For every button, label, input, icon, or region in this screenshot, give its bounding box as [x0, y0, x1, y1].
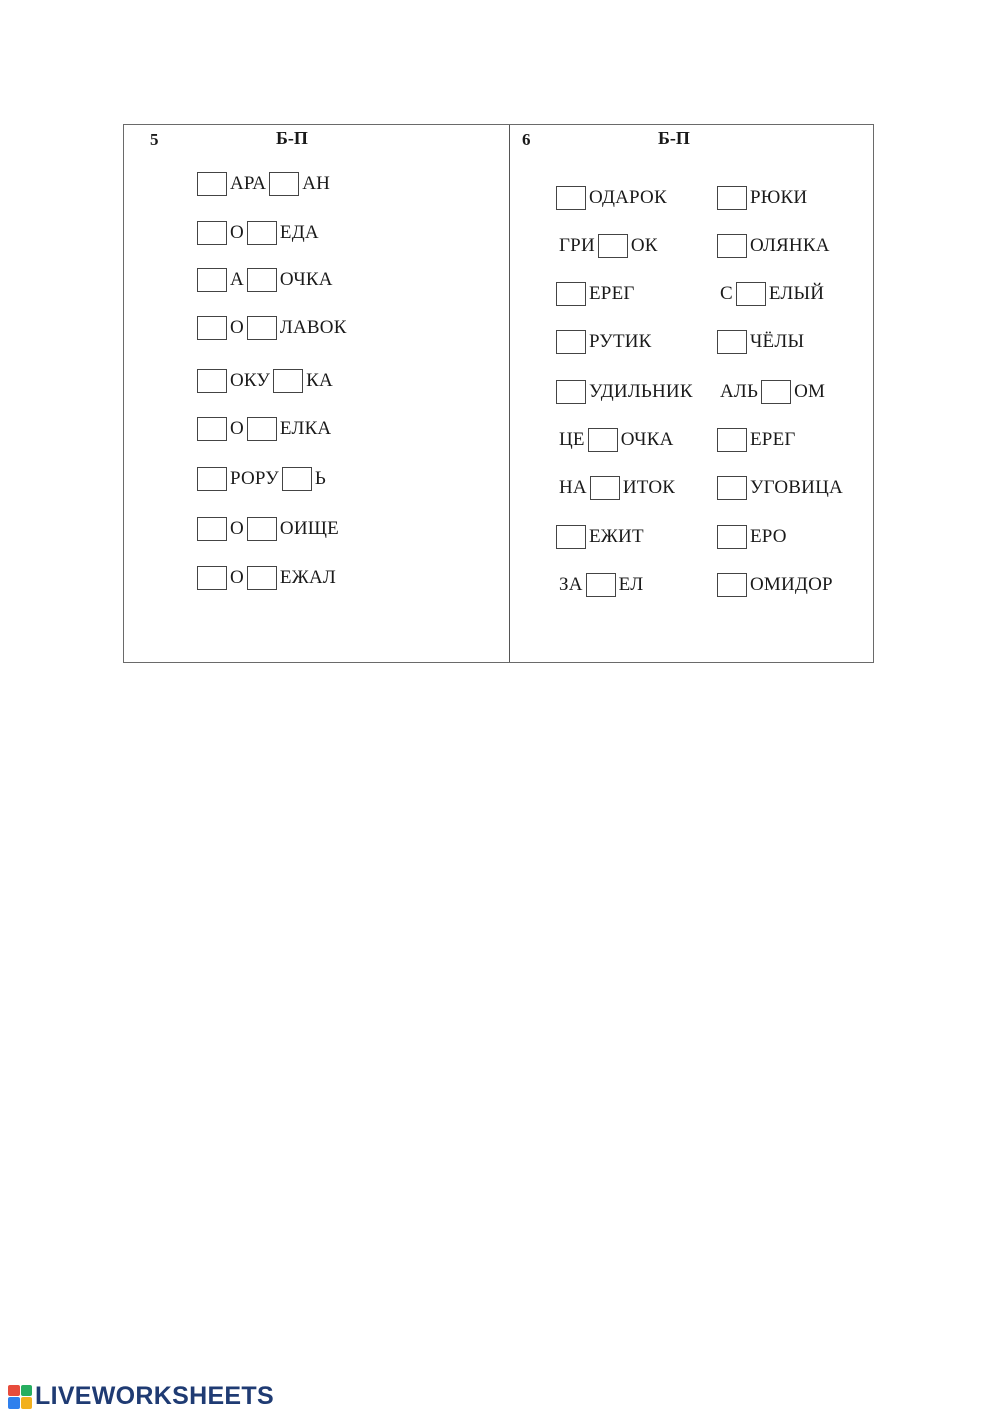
letter-answer-box[interactable]	[273, 369, 303, 393]
letter-answer-box[interactable]	[556, 525, 586, 549]
letter-answer-box[interactable]	[556, 186, 586, 210]
worksheet-table	[123, 124, 874, 663]
letter-answer-box[interactable]	[197, 316, 227, 340]
letter-answer-box[interactable]	[586, 573, 616, 597]
letter-answer-box[interactable]	[197, 268, 227, 292]
word-fragment: ОЛЯНКА	[750, 235, 830, 256]
ex5-word-7	[197, 467, 329, 491]
word-fragment: ОДАРОК	[589, 187, 667, 208]
word-fragment: ЕРЕГ	[750, 429, 796, 450]
word-fragment: АН	[302, 173, 331, 194]
word-fragment: ОК	[630, 235, 658, 256]
word-fragment: ЗА	[559, 574, 583, 595]
letter-answer-box[interactable]	[197, 467, 227, 491]
word-fragment: Ь	[314, 468, 326, 489]
letter-answer-box[interactable]	[761, 380, 791, 404]
ex6-right-word-5	[717, 380, 828, 404]
exercise-6-panel	[510, 125, 873, 662]
brand-name: LIVEWORKSHEETS	[35, 1382, 274, 1410]
letter-answer-box[interactable]	[269, 172, 299, 196]
word-fragment: ЦЕ	[559, 429, 585, 450]
letter-answer-box[interactable]	[717, 186, 747, 210]
ex6-right-word-7	[717, 476, 846, 500]
ex5-word-2	[197, 221, 322, 245]
letter-answer-box[interactable]	[717, 573, 747, 597]
ex6-right-word-4	[717, 330, 807, 354]
word-fragment: ЕРЕГ	[589, 283, 635, 304]
ex6-right-word-1	[717, 186, 810, 210]
letter-answer-box[interactable]	[717, 428, 747, 452]
ex6-right-word-2	[717, 234, 833, 258]
letter-answer-box[interactable]	[590, 476, 620, 500]
ex6-left-word-4	[556, 330, 655, 354]
word-fragment: ОКУ	[230, 370, 271, 391]
liveworksheets-logo	[8, 1382, 274, 1411]
ex6-right-word-8	[717, 525, 790, 549]
letter-answer-box[interactable]	[197, 417, 227, 441]
ex5-word-8	[197, 517, 342, 541]
ex6-left-word-8	[556, 525, 647, 549]
word-fragment: АРА	[230, 173, 267, 194]
word-fragment: АЛЬ	[720, 381, 759, 402]
ex5-word-4	[197, 316, 350, 340]
ex6-left-word-9	[556, 573, 646, 597]
ex6-right-word-9	[717, 573, 836, 597]
letter-answer-box[interactable]	[247, 566, 277, 590]
word-fragment: ОМИДОР	[750, 574, 833, 595]
ex6-left-word-5	[556, 380, 696, 404]
letter-answer-box[interactable]	[197, 566, 227, 590]
word-fragment: УДИЛЬНИК	[589, 381, 693, 402]
ex6-left-word-3	[556, 282, 638, 306]
word-fragment: О	[230, 222, 244, 243]
letter-answer-box[interactable]	[247, 221, 277, 245]
word-fragment: С	[720, 283, 733, 304]
letter-answer-box[interactable]	[197, 221, 227, 245]
word-fragment: О	[230, 418, 244, 439]
letter-answer-box[interactable]	[282, 467, 312, 491]
word-fragment: НА	[559, 477, 587, 498]
word-fragment: РОРУ	[230, 468, 279, 489]
ex5-word-6	[197, 417, 334, 441]
exercise-5-title: Б-П	[276, 128, 308, 148]
letter-answer-box[interactable]	[197, 517, 227, 541]
ex6-left-word-1	[556, 186, 670, 210]
word-fragment: ЕРО	[750, 526, 787, 547]
ex5-word-9	[197, 566, 339, 590]
letter-answer-box[interactable]	[247, 316, 277, 340]
word-fragment: А	[230, 269, 244, 290]
ex5-word-3	[197, 268, 336, 292]
letter-answer-box[interactable]	[247, 417, 277, 441]
word-fragment: ЛАВОК	[279, 317, 347, 338]
ex6-left-word-2	[556, 234, 661, 258]
word-fragment: ИТОК	[622, 477, 676, 498]
word-fragment: ЕЛКА	[279, 418, 332, 439]
letter-answer-box[interactable]	[247, 517, 277, 541]
word-fragment: ГРИ	[559, 235, 595, 256]
ex5-word-5	[197, 369, 336, 393]
word-fragment: О	[230, 317, 244, 338]
letter-answer-box[interactable]	[556, 380, 586, 404]
word-fragment: ЕЖИТ	[589, 526, 644, 547]
exercise-5-panel	[124, 125, 510, 662]
word-fragment: ОИЩЕ	[279, 518, 339, 539]
letter-answer-box[interactable]	[717, 234, 747, 258]
word-fragment: РУТИК	[589, 331, 652, 352]
letter-answer-box[interactable]	[556, 282, 586, 306]
exercise-6-title: Б-П	[658, 128, 690, 148]
word-fragment: ЕЛ	[618, 574, 644, 595]
letter-answer-box[interactable]	[588, 428, 618, 452]
word-fragment: ЧЁЛЫ	[750, 331, 805, 352]
letter-answer-box[interactable]	[197, 369, 227, 393]
word-fragment: ЕЛЫЙ	[768, 283, 825, 304]
letter-answer-box[interactable]	[598, 234, 628, 258]
word-fragment: УГОВИЦА	[750, 477, 843, 498]
logo-icon	[8, 1385, 32, 1409]
letter-answer-box[interactable]	[736, 282, 766, 306]
letter-answer-box[interactable]	[717, 476, 747, 500]
word-fragment: ОМ	[794, 381, 826, 402]
ex6-left-word-6	[556, 428, 677, 452]
letter-answer-box[interactable]	[717, 330, 747, 354]
letter-answer-box[interactable]	[197, 172, 227, 196]
ex5-word-1	[197, 172, 333, 196]
word-fragment: О	[230, 567, 244, 588]
exercise-6-number: 6	[522, 130, 531, 149]
word-fragment: О	[230, 518, 244, 539]
word-fragment: ОЧКА	[279, 269, 333, 290]
letter-answer-box[interactable]	[556, 330, 586, 354]
word-fragment: РЮКИ	[750, 187, 808, 208]
ex6-right-word-6	[717, 428, 799, 452]
letter-answer-box[interactable]	[717, 525, 747, 549]
word-fragment: КА	[306, 370, 333, 391]
word-fragment: ЕДА	[279, 222, 319, 243]
letter-answer-box[interactable]	[247, 268, 277, 292]
ex6-right-word-3	[717, 282, 827, 306]
exercise-5-number: 5	[150, 130, 159, 149]
ex6-left-word-7	[556, 476, 678, 500]
word-fragment: ОЧКА	[620, 429, 674, 450]
word-fragment: ЕЖАЛ	[279, 567, 336, 588]
